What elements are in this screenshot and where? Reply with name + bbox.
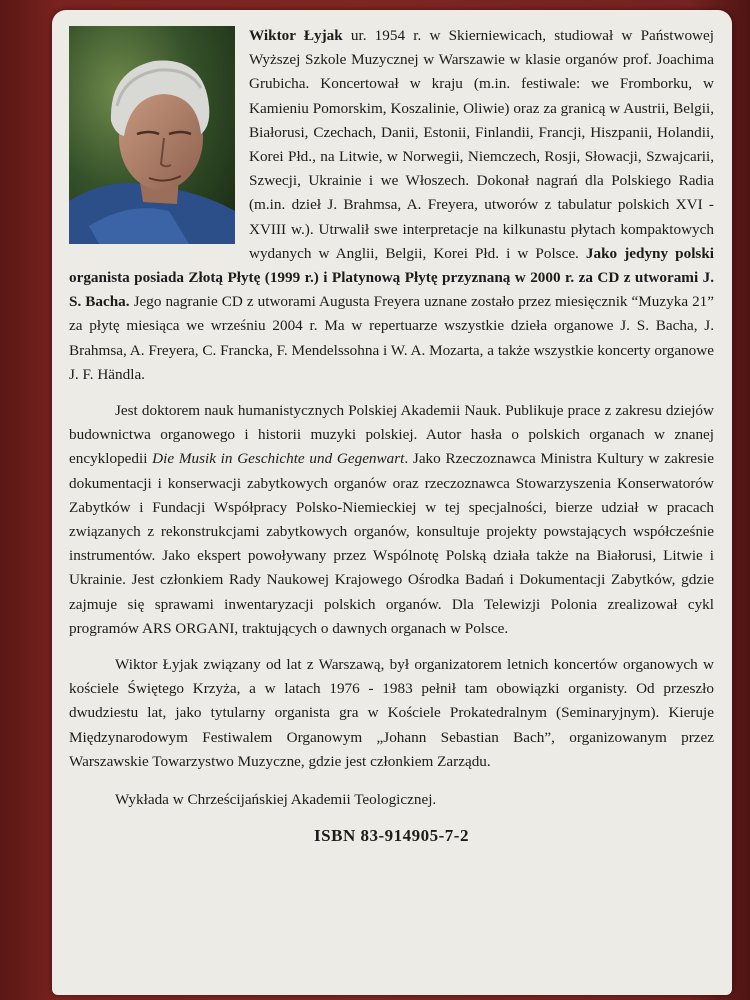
- biography-bold-text: Jako jedyny polski organista posiada Złotą Płytę (1999 r.) i Platynową Płytę przyznaną w 2000 r. za CD z utworami J. S. Bacha.: [69, 244, 714, 311]
- encyclopedia-title: Die Musik in Geschichte und Gegenwart: [152, 450, 405, 468]
- biography-text: . Jako Rzeczoznawca Ministra Kultury w zakresie dokumentacji i konserwacji zabytkowych organów oraz rzeczoznawca Stowarzyszenia Konserwatorów Zabytków i Fundacji Współpracy Polsko-Niemieckiej w tej specjalności, bierze udział w pracach związanych z rekonstrukcjami zabytkowych organów, konsultuje projekty powstających współcześnie instrumentów. Jako ekspert powoływany przez Wspólnotę Polską działa także na Białorusi, Litwie i Ukrainie. Jest członkiem Rady Naukowej Krajowego Ośrodka Badań i Dokumentacji Zabytków, gdzie zajmuje się sprawami inwentaryzacji polskich organów. Dla Telewizji Polonia zrealizował cykl programów ARS ORGANI, traktujących o dawnych organach w Polsce.: [69, 450, 714, 637]
- author-photo: [69, 26, 235, 244]
- isbn-number: ISBN 83-914905-7-2: [314, 826, 469, 846]
- biography-paragraph-4: Wykłada w Chrześcijańskiej Akademii Teologicznej.: [115, 791, 437, 809]
- biography-text: ur. 1954 r. w Skierniewicach, studiował w Państwowej Wyższej Szkole Muzycznej w Warszawie w klasie organów prof. Joachima Grubicha. Koncertował w kraju (m.in. festiwale: we Fromborku, w Kamieniu Pomorskim, Koszalinie, Oliwie) oraz za granicą w Austrii, Belgii, Białorusi, Czechach, Danii, Estonii, Finlandii, Francji, Hiszpanii, Holandii, Korei Płd., na Litwie, w Norwegii, Niemczech, Rosji, Słowacji, Szwajcarii, Szwecji, Ukrainie i we Włoszech. Dokonał nagrań dla Polskiego Radia (m.in. dzieł J. Brahmsa, A. Freyera, utworów z tabulatur polskich XVI - XVIII w.). Utrwalił swe interpretacje na kilkunastu płytach kompaktowych wydanych w Anglii, Belgii, Korei Płd. i w Polsce.: [249, 27, 714, 262]
- biography-paragraph-3: Wiktor Łyjak związany od lat z Warszawą, był organizatorem letnich koncertów organowych w kościele Świętego Krzyża, a w latach 1976 - 1983 pełnił tam obowiązki organisty. Od przeszło dwudziestu lat, jako tytularny organista gra w Kościele Prokatedralnym (Seminaryjnym). Kieruje Międzynarodowym Festiwalem Organowym „Johann Sebastian Bach”, organizowanym przez Warszawskie Towarzystwo Muzyczne, gdzie jest członkiem Zarządu.: [69, 656, 714, 770]
- author-portrait-image: [69, 26, 235, 244]
- author-name: Wiktor Łyjak: [249, 27, 343, 44]
- biography-text: Jest doktorem nauk humanistycznych Polskiej Akademii Nauk. Publikuje prace z zakresu dziejów budownictwa organowego i historii muzyki polskiej. Autor hasła o polskich organach w znanej encyklopedii: [69, 402, 714, 468]
- book-back-cover: [52, 10, 732, 995]
- biography-paragraph-2: [69, 399, 714, 641]
- biography-text: Jego nagranie CD z utworami Augusta Freyera uznane zostało przez miesięcznik “Muzyka 21” za płytę miesiąca we wrześniu 2004 r. Ma w repertuarze wszystkie dzieła organowe J. S. Bacha, J. Brahmsa, A. Freyera, C. Francka, F. Mendelssohna i W. A. Mozarta, a także wszystkie koncerty organowe J. F. Händla.: [69, 293, 715, 383]
